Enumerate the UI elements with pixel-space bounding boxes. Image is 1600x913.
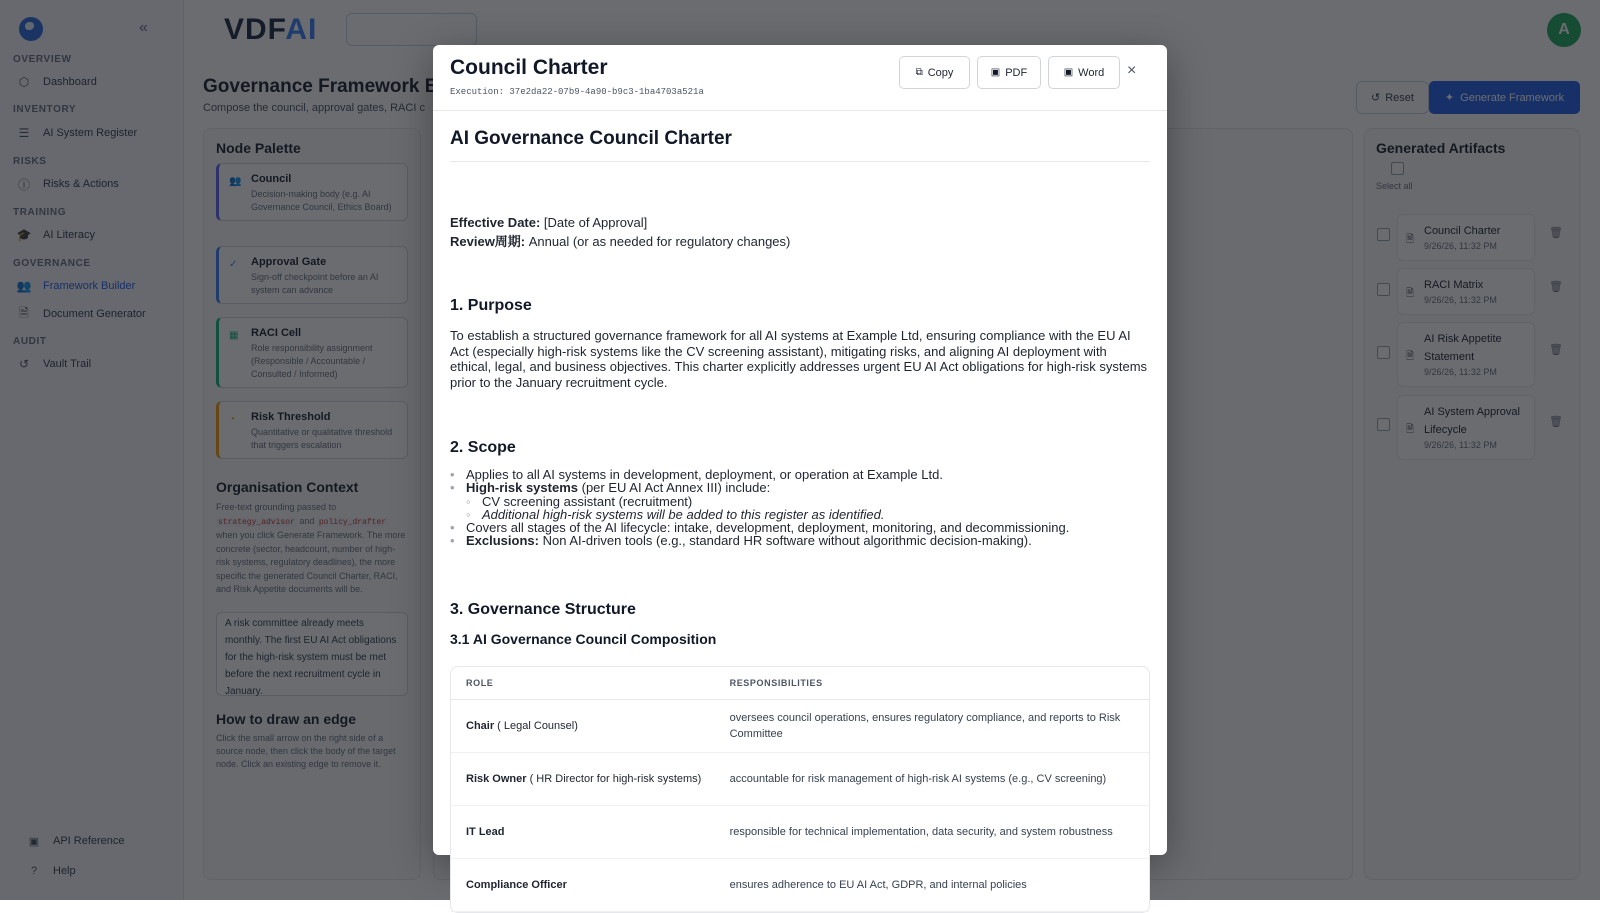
modal-body[interactable] [450,111,1150,891]
word-label: Word [1078,66,1105,79]
pdf-label: PDF [1005,66,1028,79]
responsibility-cell: responsible for technical implementation, data security, and system robustness [729,826,1113,838]
column-header-responsibilities: RESPONSIBILITIES [729,678,823,688]
copy-label: Copy [927,66,954,79]
table-row [451,753,1149,806]
governance-structure-heading: 3. Governance Structure [450,601,636,618]
role-name: Risk Owner [466,773,527,785]
responsibility-cell: accountable for risk management of high-risk AI systems (e.g., CV screening) [729,773,1107,785]
role-cell [451,720,730,732]
pdf-button[interactable] [977,56,1041,89]
list-item: ◦ CV screening assistant (recruitment) [450,495,1150,508]
word-button[interactable] [1048,56,1120,89]
purpose-heading: 1. Purpose [450,297,532,314]
pdf-file-icon: ▣ [990,67,1001,78]
responsibility-cell: ensures adherence to EU AI Act, GDPR, and internal policies [729,879,1027,891]
list-item [450,534,1150,547]
column-header-role: ROLE [466,678,494,688]
scope-rest: Non AI-driven tools (e.g., standard HR software without algorithmic decision-making). [538,533,1032,549]
table-header [451,667,1149,700]
role-cell [451,773,730,785]
copy-icon: ⧉ [915,67,923,78]
scope-rest: (per EU AI Act Annex III) include: [578,480,771,496]
close-icon[interactable]: × [1127,62,1137,79]
list-item: • Applies to all AI systems in development, deployment, or operation at Example Ltd. [450,468,1150,481]
table-row [451,700,1149,753]
effective-label: Effective Date: [450,215,541,230]
composition-table [450,666,1150,913]
doc-title: AI Governance Council Charter [450,128,1150,162]
scope-bold: High-risk systems [466,480,578,496]
modal-header [433,45,1167,111]
effective-value: [Date of Approval] [540,215,648,230]
scope-list [450,468,1150,548]
copy-button[interactable] [899,56,970,89]
scope-heading: 2. Scope [450,439,516,456]
role-name: Chair [466,720,495,732]
responsibility-cell: oversees council operations, ensures regulatory compliance, and reports to Risk Committee [729,712,1121,740]
role-detail: ( Legal Counsel) [494,720,578,732]
purpose-text: To establish a structured governance framework for all AI systems at Example Ltd, ensuring compliance with the EU AI Act (especially high-risk systems like the CV screening assistant), mitigating risks, and aligning AI deployment with ethical, legal, and business objectives. This charter explicitly addresses urgent EU AI Act obligations for high-risk systems prior to the January recruitment cycle. [450,328,1148,390]
council-charter-modal [433,45,1167,891]
list-item [450,481,1150,494]
scope-bold: Exclusions: [466,533,539,549]
role-detail: ( HR Director for high-risk systems) [526,773,702,785]
role-cell [451,826,730,838]
review-cycle [450,231,790,250]
role-name: IT Lead [466,826,505,838]
modal-title: Council Charter [450,56,608,79]
review-label: Review周期: [450,234,526,249]
council-composition-heading: 3.1 AI Governance Council Composition [450,631,717,647]
role-cell [451,879,730,891]
table-row [451,859,1149,912]
list-item: ◦ Additional high-risk systems will be added to this register as identified. [450,508,1150,521]
table-row [451,806,1149,859]
effective-date [450,215,647,230]
execution-id: Execution: 37e2da22-07b9-4a90-b9c3-1ba4703a521a [450,87,704,97]
list-item: • Covers all stages of the AI lifecycle: intake, development, deployment, monitoring, and decommissioning. [450,521,1150,534]
role-name: Compliance Officer [466,879,567,891]
word-file-icon: ▣ [1063,67,1074,78]
review-value: Annual (or as needed for regulatory changes) [525,234,791,249]
